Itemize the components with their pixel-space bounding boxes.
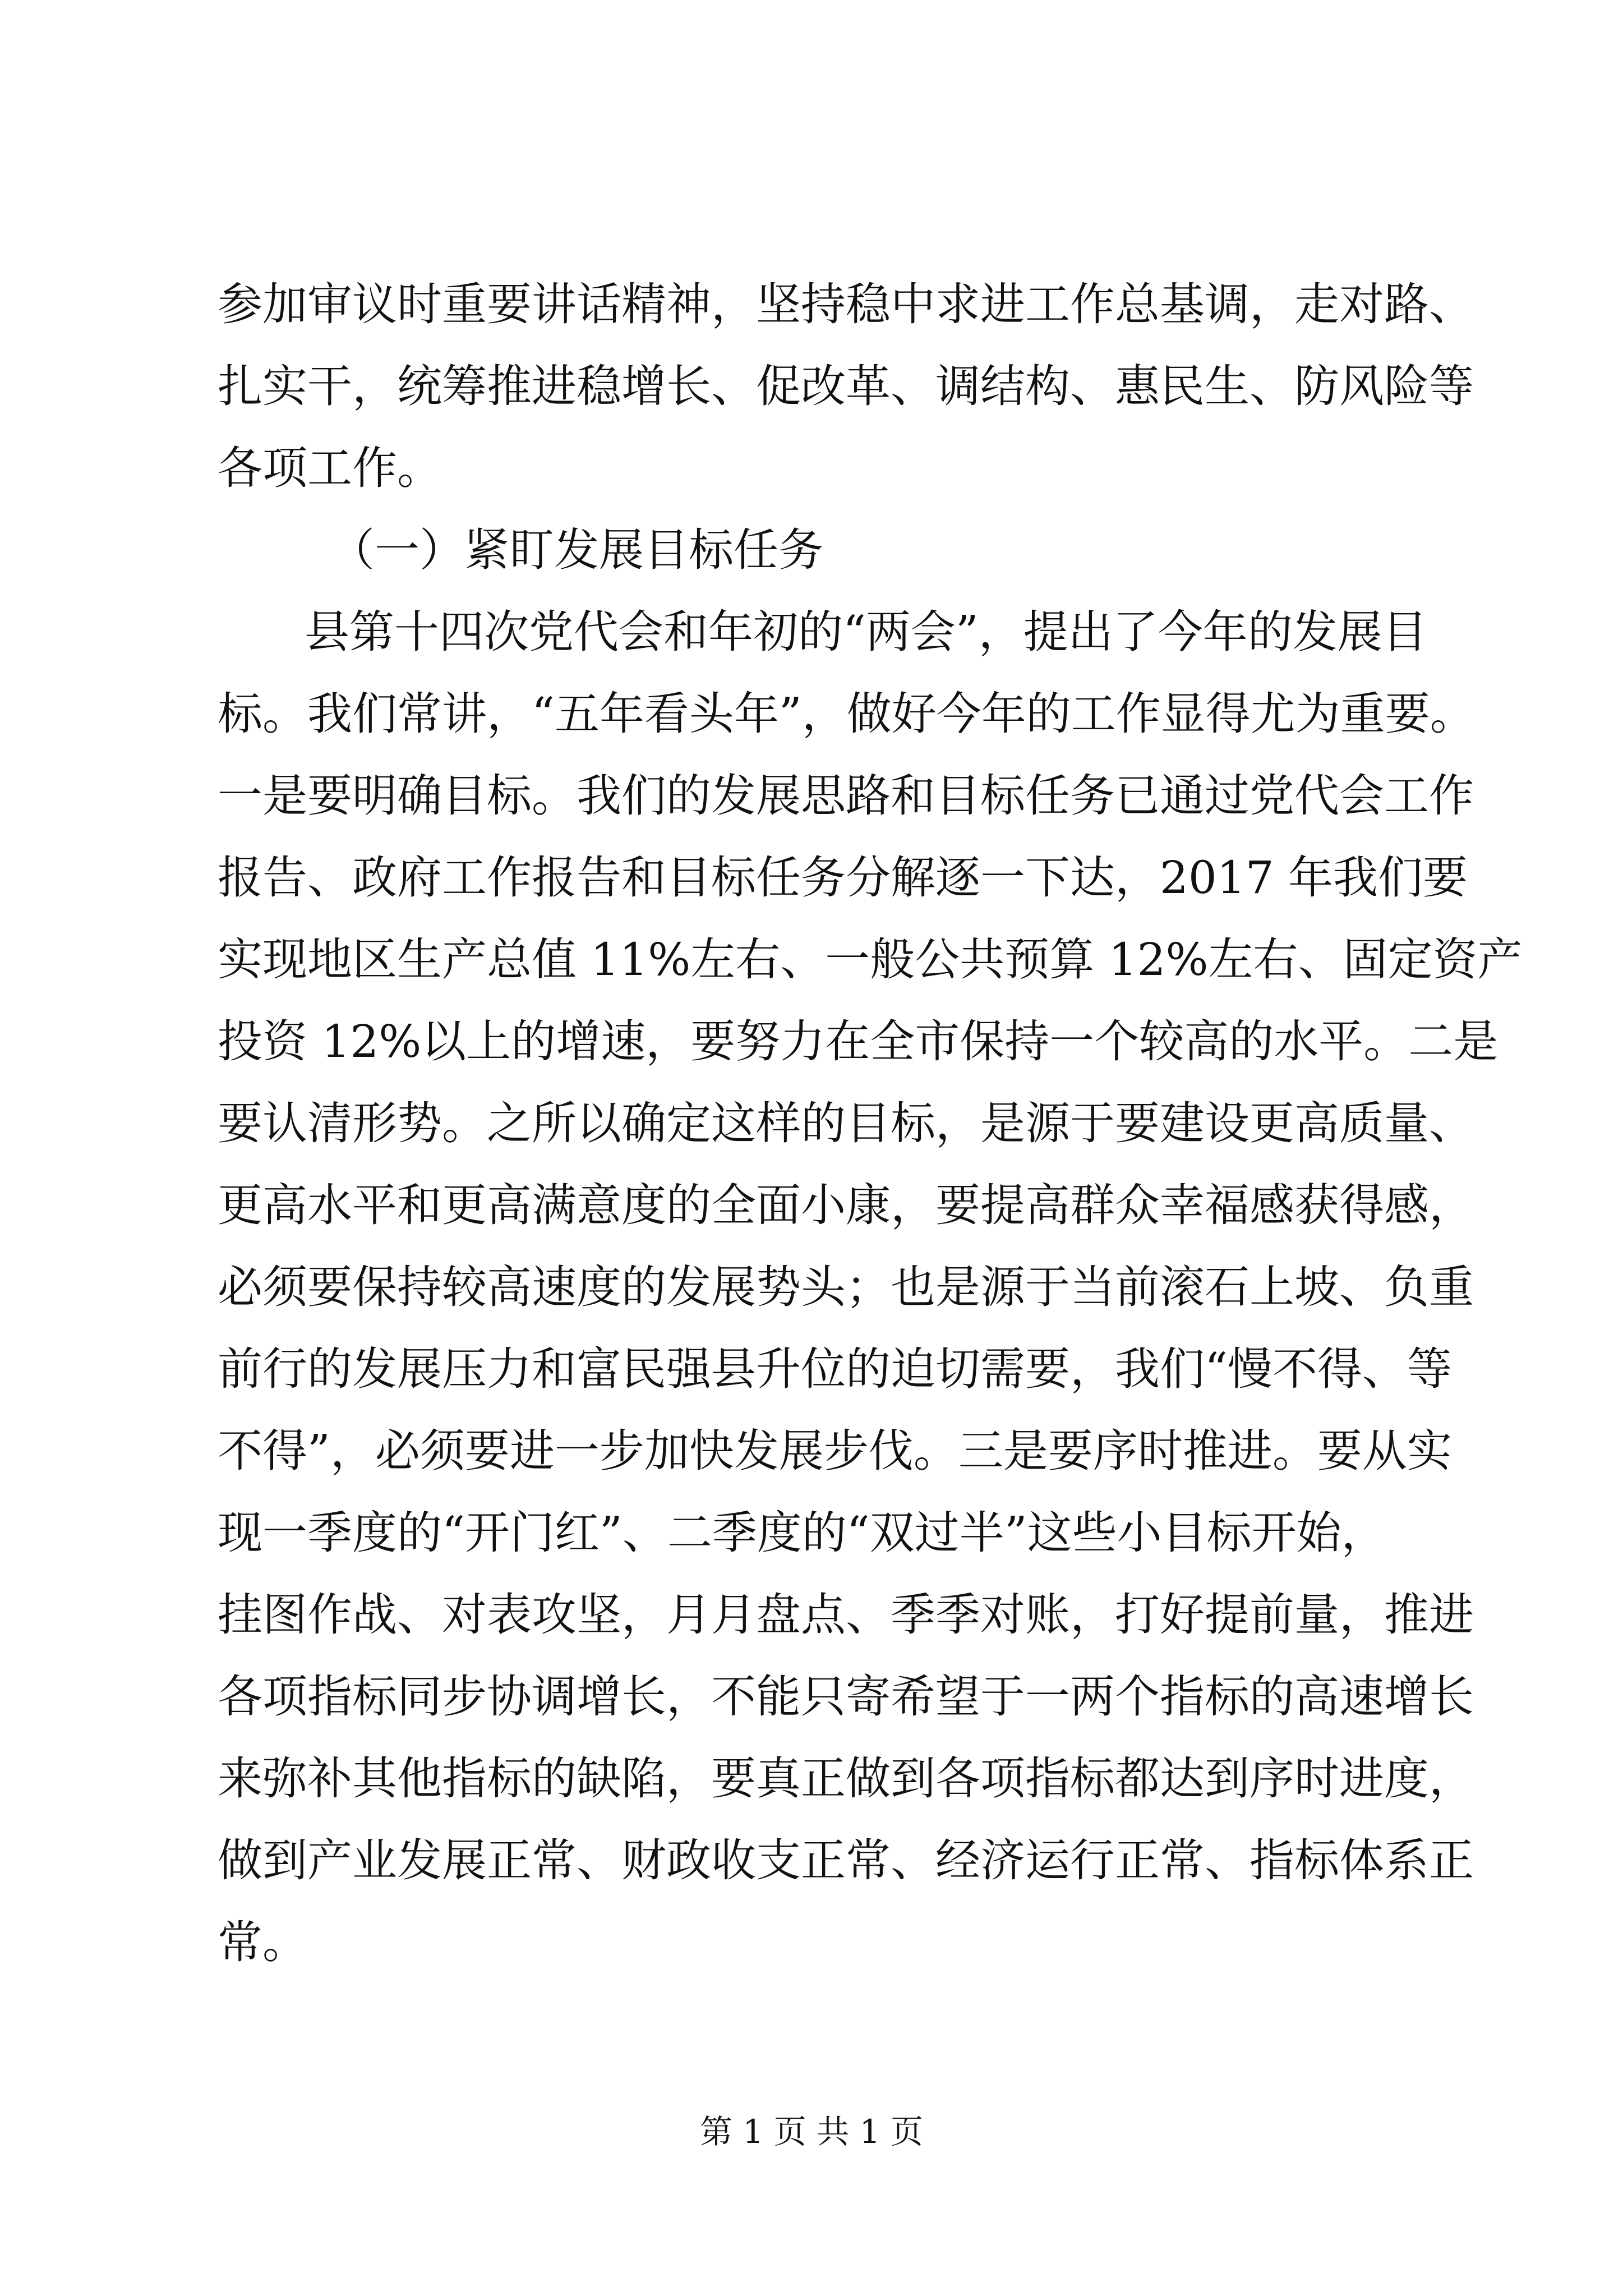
text-line: 做到产业发展正常、财政收支正常、经济运行正常、指标体系正 xyxy=(218,1834,1474,1887)
paragraph-first-line: 县第十四次党代会和年初的“两会”，提出了今年的发展目 xyxy=(305,606,1427,658)
text-line: 不得”，必须要进一步加快发展步伐。三是要序时推进。要从实 xyxy=(218,1425,1452,1477)
section-heading: （一）紧盯发展目标任务 xyxy=(330,524,823,576)
text-line: 来弥补其他指标的缺陷，要真正做到各项指标都达到序时进度， xyxy=(218,1752,1474,1805)
text-line: 现一季度的“开门红”、二季度的“双过半”这些小目标开始， xyxy=(218,1507,1386,1559)
text-line: 更高水平和更高满意度的全面小康，要提高群众幸福感获得感， xyxy=(218,1179,1474,1231)
text-line: 前行的发展压力和富民强县升位的迫切需要，我们“慢不得、等 xyxy=(218,1343,1452,1395)
text-line: 挂图作战、对表攻坚，月月盘点、季季对账，打好提前量，推进 xyxy=(218,1589,1474,1641)
text-line: 标。我们常讲，“五年看头年”，做好今年的工作显得尤为重要。 xyxy=(218,688,1475,740)
text-line: 参加审议时重要讲话精神，坚持稳中求进工作总基调，走对路、 xyxy=(218,278,1474,330)
text-line: 各项工作。 xyxy=(218,442,442,494)
text-line: 扎实干，统筹推进稳增长、促改革、调结构、惠民生、防风险等 xyxy=(218,360,1474,412)
text-line: 实现地区生产总值 11%左右、一般公共预算 12%左右、固定资产 xyxy=(218,933,1523,986)
text-line: 各项指标同步协调增长，不能只寄希望于一两个指标的高速增长 xyxy=(218,1671,1474,1723)
text-line: 常。 xyxy=(218,1916,307,1968)
page-footer: 第 1 页 共 1 页 xyxy=(700,2113,923,2151)
text-line: 投资 12%以上的增速，要努力在全市保持一个较高的水平。二是 xyxy=(218,1015,1498,1068)
text-line: 一是要明确目标。我们的发展思路和目标任务已通过党代会工作 xyxy=(218,770,1474,822)
text-line: 必须要保持较高速度的发展势头；也是源于当前滚石上坡、负重 xyxy=(218,1261,1474,1313)
document-body xyxy=(218,264,1523,1984)
text-line: 报告、政府工作报告和目标任务分解逐一下达，2017 年我们要 xyxy=(218,852,1468,904)
text-line: 要认清形势。之所以确定这样的目标，是源于要建设更高质量、 xyxy=(218,1097,1474,1149)
